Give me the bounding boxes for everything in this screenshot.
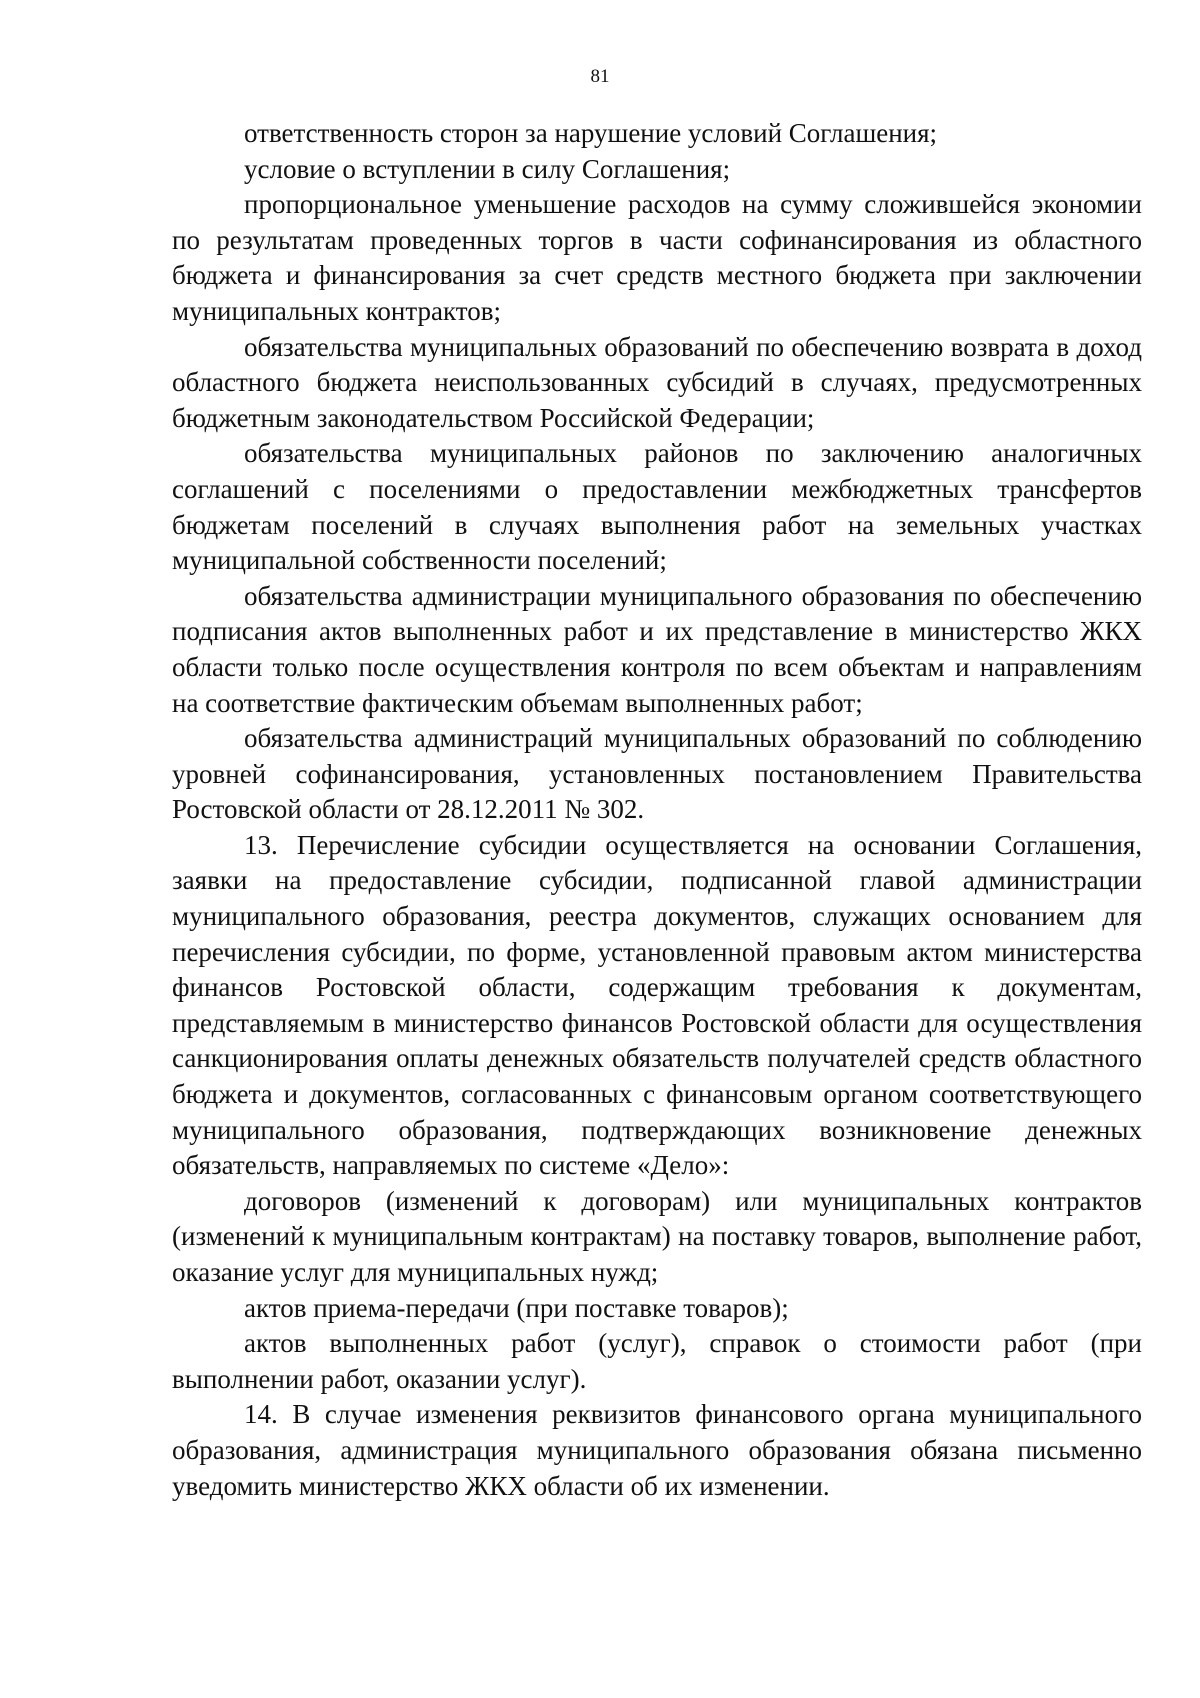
paragraph-responsibility: ответственность сторон за нарушение условий Соглашения; <box>244 118 938 148</box>
paragraph-work-acts: актов выполненных работ (услуг), справок о стоимости работ (при выполнении работ, оказании услуг). <box>172 1328 1142 1394</box>
paragraph-district-agreements: обязательства муниципальных районов по заключению аналогичных соглашений с поселениями о предоставлении межбюджетных трансфертов бюджетам поселений в случаях выполнения работ на земельных участках муниципальной собственности поселений; <box>172 438 1142 576</box>
page-number: 81 <box>590 66 610 87</box>
paragraph-item-13: 13. Перечисление субсидии осуществляется на основании Соглашения, заявки на предоставление субсидии, подписанной главой администрации муниципального образования, реестра документов, служащих основанием для перечисления субсидии, по форме, установленной правовым актом министерства финансов Ростовской области, содержащим требования к документам, представляемым в министерство финансов Ростовской области для осуществления санкционирования оплаты денежных обязательств получателей средств областного бюджета и документов, согласованных с финансовым органом соответствующего муниципального образования, подтверждающих возникновение денежных обязательств, направляемых по системе «Дело»: <box>172 829 1142 1181</box>
document-body <box>172 116 1142 1504</box>
paragraph-transfer-acts: актов приема-передачи (при поставке товаров); <box>244 1292 789 1323</box>
paragraph-cofinancing-levels: обязательства администраций муниципальных образований по соблюдению уровней софинансирования, установленных постановлением Правительства Ростовской области от 28.12.2011 № 302. <box>172 723 1142 825</box>
paragraph-item-14: 14. В случае изменения реквизитов финансового органа муниципального образования, администрация муниципального образования обязана письменно уведомить министерство ЖКХ области об их изменении. <box>172 1399 1142 1501</box>
paragraph-proportional-reduction: пропорциональное уменьшение расходов на сумму сложившейся экономии по результатам проведенных торгов в части софинансирования из областного бюджета и финансирования за счет средств местного бюджета при заключении муниципальных контрактов; <box>172 189 1142 326</box>
paragraph-entry-into-force: условие о вступлении в силу Соглашения; <box>244 153 731 184</box>
paragraph-contracts: договоров (изменений к договорам) или муниципальных контрактов (изменений к муниципальным контрактам) на поставку товаров, выполнение работ, оказание услуг для муниципальных нужд; <box>172 1185 1142 1287</box>
paragraph-acts-signing: обязательства администрации муниципального образования по обеспечению подписания актов выполненных работ и их представление в министерство ЖКХ области только после осуществления контроля по всем объектам и направлениям на соответствие фактическим объемам выполненных работ; <box>172 580 1142 718</box>
paragraph-refund-obligations: обязательства муниципальных образований по обеспечению возврата в доход областного бюджета неиспользованных субсидий в случаях, предусмотренных бюджетным законодательством Российской Федерации; <box>172 331 1142 433</box>
